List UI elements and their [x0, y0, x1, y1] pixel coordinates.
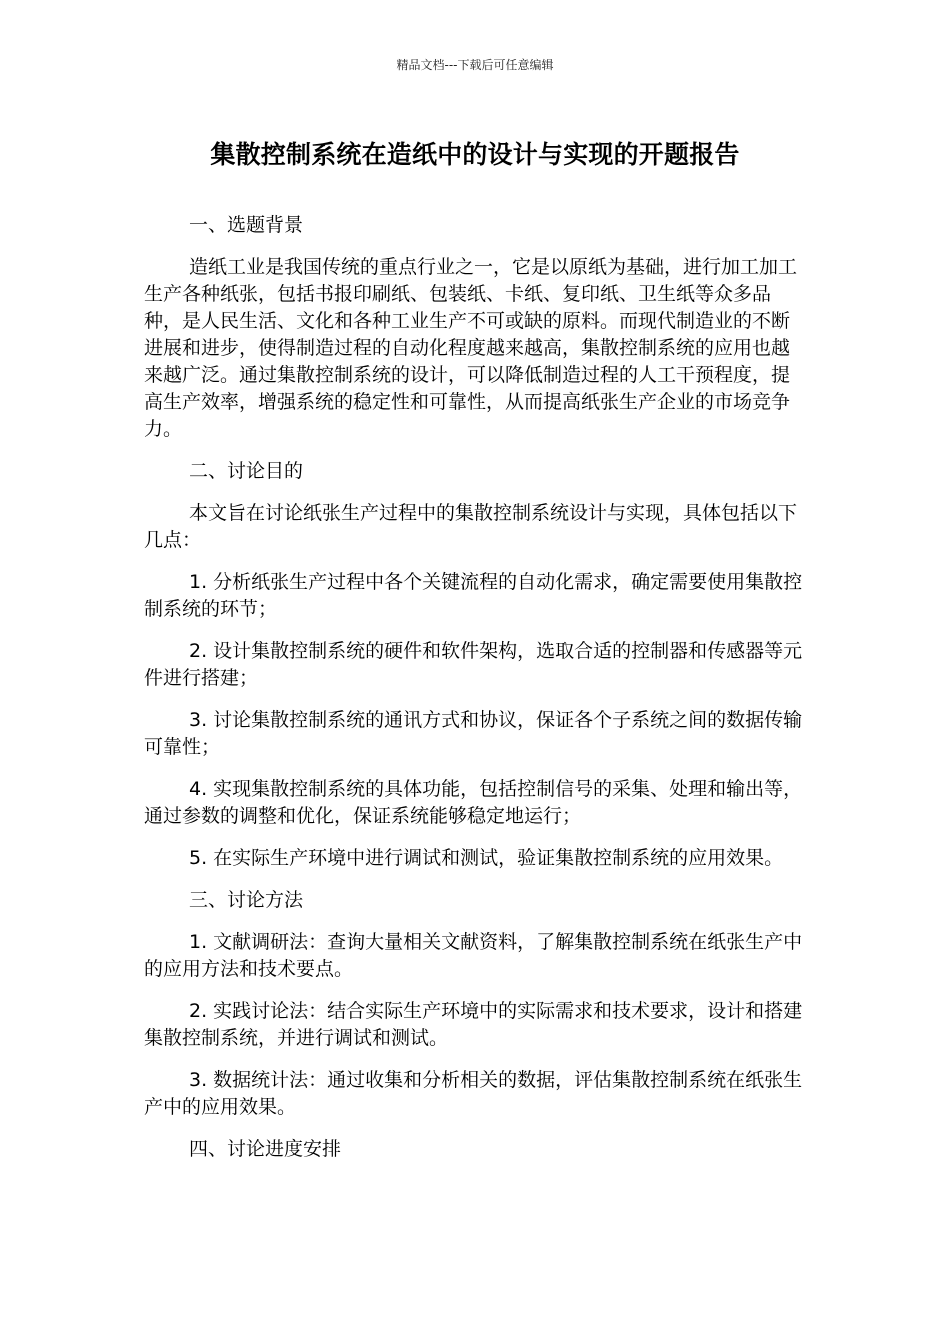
page-header: 精品文档---下载后可任意编辑 — [396, 58, 554, 72]
list-item: 2. 实践讨论法：结合实际生产环境中的实际需求和技术要求，设计和搭建集散控制系统，并进行调试和测试。 — [144, 1000, 803, 1049]
list-item: 2. 设计集散控制系统的硬件和软件架构，选取合适的控制器和传感器等元件进行搭建； — [144, 640, 803, 689]
section-heading: 四、讨论进度安排 — [189, 1138, 342, 1160]
list-item: 3. 讨论集散控制系统的通讯方式和协议，保证各个子系统之间的数据传输可靠性； — [144, 709, 803, 758]
list-item: 3. 数据统计法：通过收集和分析相关的数据，评估集散控制系统在纸张生产中的应用效果。 — [144, 1069, 803, 1118]
section-heading: 三、讨论方法 — [189, 889, 304, 911]
document-body — [144, 212, 804, 1178]
list-item: 5. 在实际生产环境中进行调试和测试，验证集散控制系统的应用效果。 — [189, 847, 784, 869]
list-item: 1. 分析纸张生产过程中各个关键流程的自动化需求，确定需要使用集散控制系统的环节； — [144, 571, 803, 620]
paragraph: 造纸工业是我国传统的重点行业之一，它是以原纸为基础，进行加工加工生产各种纸张，包括书报印刷纸、包装纸、卡纸、复印纸、卫生纸等众多品种，是人民生活、文化和各种工业生产不可或缺的原料。而现代制造业的不断进展和进步，使得制造过程的自动化程度越来越高，集散控制系统的应用也越来越广泛。通过集散控制系统的设计，可以降低制造过程的人工干预程度，提高生产效率，增强系统的稳定性和可靠性，从而提高纸张生产企业的市场竞争力。 — [144, 256, 798, 440]
list-item: 1. 文献调研法：查询大量相关文献资料，了解集散控制系统在纸张生产中的应用方法和技术要点。 — [144, 931, 803, 980]
document-title: 集散控制系统在造纸中的设计与实现的开题报告 — [210, 140, 740, 169]
section-heading: 一、选题背景 — [189, 214, 304, 236]
section-heading: 二、讨论目的 — [189, 460, 304, 482]
paragraph: 本文旨在讨论纸张生产过程中的集散控制系统设计与实现，具体包括以下几点： — [144, 502, 798, 551]
list-item: 4. 实现集散控制系统的具体功能，包括控制信号的采集、处理和输出等，通过参数的调整和优化，保证系统能够稳定地运行； — [144, 778, 803, 827]
